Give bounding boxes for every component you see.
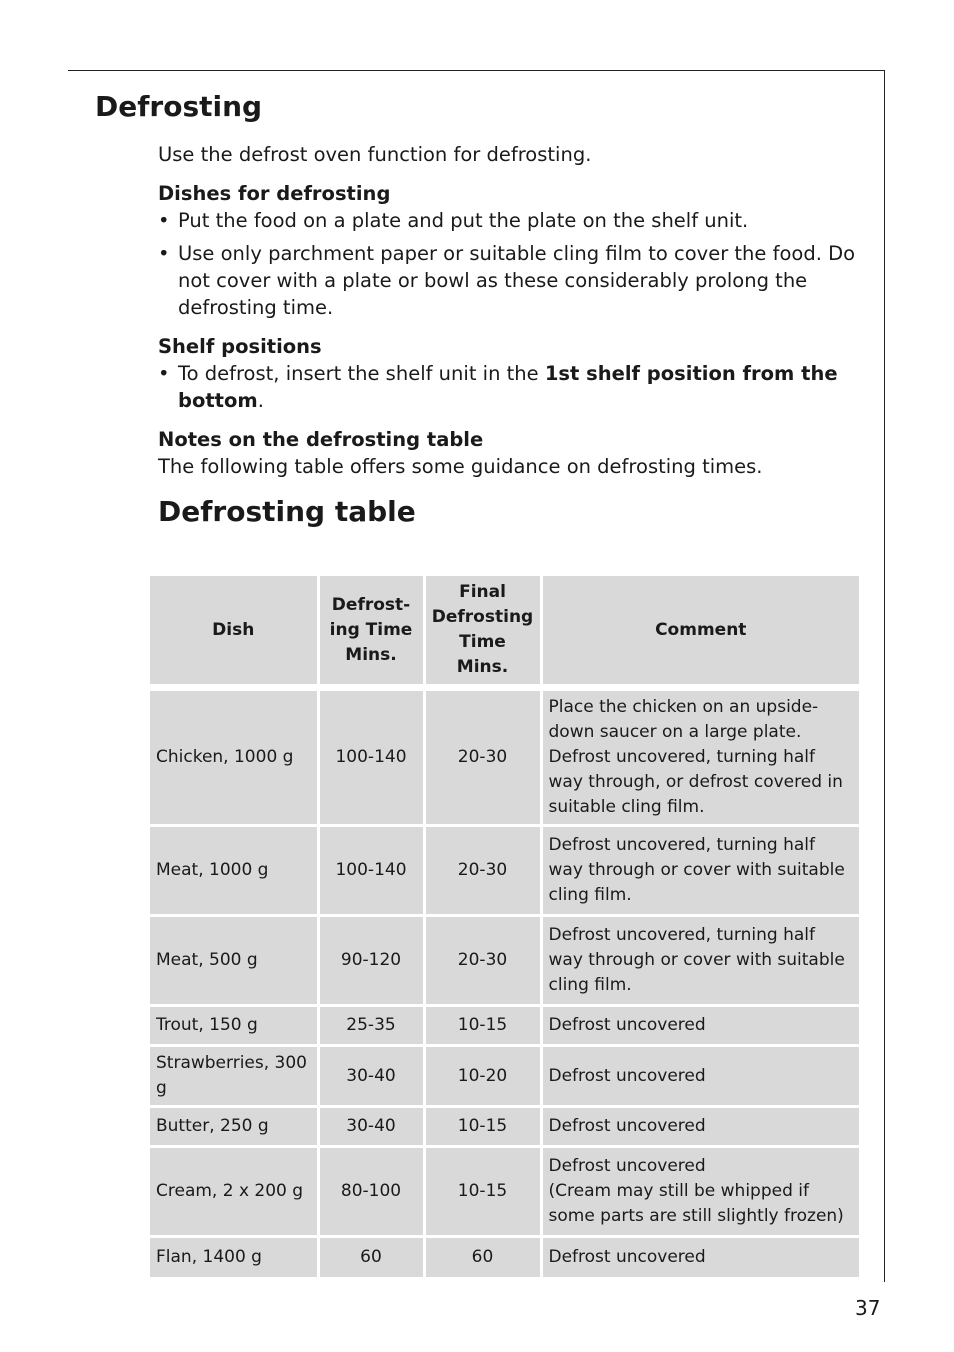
dishes-heading: Dishes for defrosting [158,182,391,205]
cell-final: 20-30 [424,916,541,1006]
cell-comment: Defrost uncovered [541,1107,859,1147]
cell-defrost: 90-120 [318,916,424,1006]
shelf-list [158,360,858,414]
header-defrost-time: Defrost-ing Time Mins. [318,576,424,688]
intro-text: Use the defrost oven function for defrosting. [158,143,592,166]
list-item [158,360,858,414]
cell-defrost: 30-40 [318,1046,424,1107]
defrosting-table [150,576,859,1277]
cell-final: 10-15 [424,1147,541,1237]
cell-comment: Defrost uncovered, turning half way through or cover with suitable cling film. [541,826,859,916]
shelf-text-prefix: To defrost, insert the shelf unit in the [178,362,545,385]
cell-dish: Flan, 1400 g [150,1237,318,1277]
shelf-text-suffix: . [257,389,264,412]
cell-comment [541,1147,859,1237]
cell-defrost: 30-40 [318,1107,424,1147]
list-item: • Use only parchment paper or suitable cling film to cover the food. Do not cover with a plate or bowl as these considerably prolong the defrosting time. [158,240,858,321]
table-row [150,1237,859,1277]
cell-defrost: 25-35 [318,1006,424,1046]
cell-final: 10-20 [424,1046,541,1107]
table-header-row [150,576,859,688]
cell-final: 10-15 [424,1006,541,1046]
cell-defrost: 60 [318,1237,424,1277]
table-row [150,1046,859,1107]
cell-comment: Place the chicken on an upside-down saucer on a large plate. Defrost uncovered, turning half way through, or defrost covered in suitable cling film. [541,688,859,826]
top-rule [68,70,885,71]
header-comment: Comment [541,576,859,688]
cell-dish: Strawberries, 300 g [150,1046,318,1107]
cell-comment: Defrost uncovered [541,1006,859,1046]
cell-dish: Meat, 1000 g [150,826,318,916]
comment-note: (Cream may still be whipped if some parts are still slightly frozen) [548,1181,844,1226]
table-row [150,1107,859,1147]
header-dish: Dish [150,576,318,688]
table-row [150,688,859,826]
right-rule [884,70,885,1282]
header-final-time: Final Defrosting Time Mins. [424,576,541,688]
table-row [150,1147,859,1237]
cell-final: 20-30 [424,688,541,826]
table-row [150,916,859,1006]
content-body [158,141,858,528]
cell-comment: Defrost uncovered, turning half way through or cover with suitable cling film. [541,916,859,1006]
cell-dish: Chicken, 1000 g [150,688,318,826]
cell-defrost: 80-100 [318,1147,424,1237]
cell-dish: Meat, 500 g [150,916,318,1006]
shelf-heading: Shelf positions [158,335,322,358]
shelf-text-bold: 1st shelf position from the bottom [178,362,838,412]
cell-defrost: 100-140 [318,826,424,916]
cell-final: 10-15 [424,1107,541,1147]
table-row [150,826,859,916]
notes-text: The following table offers some guidance on defrosting times. [158,455,763,478]
cell-final: 20-30 [424,826,541,916]
comment-main: Defrost uncovered [548,1156,706,1176]
cell-dish: Cream, 2 x 200 g [150,1147,318,1237]
cell-final: 60 [424,1237,541,1277]
dishes-list [158,207,858,321]
notes-heading: Notes on the defrosting table [158,428,484,451]
cell-dish: Trout, 150 g [150,1006,318,1046]
cell-comment: Defrost uncovered [541,1046,859,1107]
cell-dish: Butter, 250 g [150,1107,318,1147]
cell-comment: Defrost uncovered [541,1237,859,1277]
page-number: 37 [855,1296,881,1320]
cell-defrost: 100-140 [318,688,424,826]
table-row [150,1006,859,1046]
table-title: Defrosting table [158,495,416,528]
section-title: Defrosting [95,90,263,123]
list-item: • Put the food on a plate and put the plate on the shelf unit. [158,207,858,234]
